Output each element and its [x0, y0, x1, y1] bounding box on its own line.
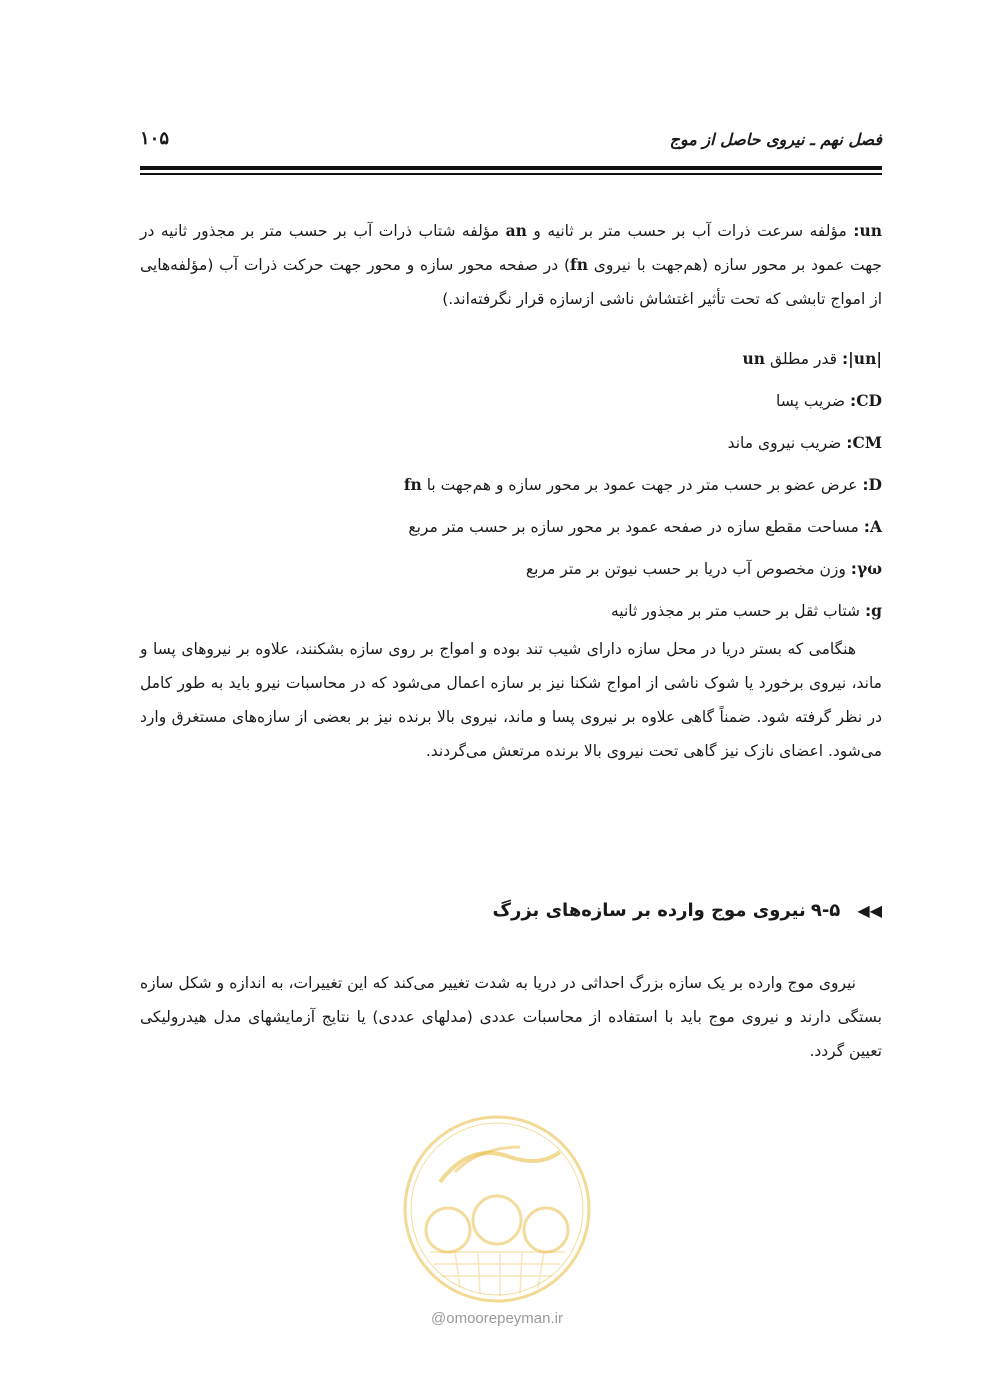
definition-item: g: شتاب ثقل بر حسب متر بر مجذور ثانیه: [611, 601, 882, 620]
definition-item: A: مساحت مقطع سازه در صفحه عمود بر محور سازه بر حسب متر مربع: [408, 517, 882, 536]
definition-item: |un|: قدر مطلق un: [742, 349, 882, 368]
watermark-site: @omoorepeyman.ir: [431, 1310, 563, 1327]
page-number: ۱۰۵: [140, 128, 170, 149]
definition-item: CM: ضریب نیروی ماند: [727, 433, 882, 452]
term-an: an: [505, 221, 527, 240]
definition-intro: un: مؤلفه سرعت ذرات آب بر حسب متر بر ثانیه و an مؤلفه شتاب ذرات آب بر حسب متر بر مجذور ثانیه در جهت عمود بر محور سازه (هم‌جهت با نیروی fn) در صفحه محور سازه و محور جهت حرکت ذرات آب (مؤلفه‌هایی از امواج تابشی که تحت تأثیر اغتشاش ناشی ازسازه قرار نگرفته‌اند.): [140, 221, 882, 308]
section-heading: [140, 900, 882, 940]
definition-item: D: عرض عضو بر حسب متر در جهت عمود بر محور سازه و هم‌جهت با fn: [403, 475, 882, 494]
definition-text-a: مؤلفه سرعت ذرات آب بر حسب متر بر ثانیه و: [533, 222, 847, 240]
definition-item: γω: وزن مخصوص آب دریا بر حسب نیوتن بر متر مربع: [525, 559, 882, 578]
term-fn: fn: [570, 255, 588, 274]
double-arrow-icon: ◀◀: [857, 901, 882, 920]
definition-text-c: ) در صفحه محور سازه و محور جهت حرکت ذرات آب (مؤلفه‌هایی از امواج تابشی که تحت تأثیر اغتشاش ناشی ازسازه قرار نگرفته‌اند.): [140, 256, 882, 308]
header-rule-thin: [140, 173, 882, 175]
header-rule-thick: [140, 166, 882, 170]
section-title: نیروی موج وارده بر سازه‌های بزرگ: [492, 900, 806, 921]
definition-list: [140, 342, 882, 636]
page-header: [140, 126, 882, 158]
watermark-logo-icon: [400, 1112, 594, 1306]
term-un: un: [859, 221, 882, 240]
body-paragraph-2: نیروی موج وارده بر یک سازه بزرگ احداثی در دریا به شدت تغییر می‌کند که این تغییرات، به اندازه و شکل سازه بستگی دارند و نیروی موج باید با استفاده از محاسبات عددی (مدلهای عددی) یا نتایج آزمایشهای مدل هیدرولیکی تعیین گردد.: [140, 974, 882, 1060]
definition-text-b: مؤلفه شتاب ذرات آب بر حسب متر بر مجذور ثانیه در جهت عمود بر محور سازه (هم‌جهت با نیروی: [140, 222, 882, 274]
section-number: ۹-۵: [810, 900, 841, 921]
definition-item: CD: ضریب پسا: [776, 391, 882, 410]
body-paragraph-1: هنگامی که بستر دریا در محل سازه دارای شیب تند بوده و امواج بر روی سازه بشکنند، علاوه بر نیروهای پسا و ماند، نیروی برخورد یا شوک ناشی از امواج شکنا نیز بر سازه اعمال می‌شود که در محاسبات نیرو باید به طور کامل در نظر گرفته شود. ضمناً گاهی علاوه بر نیروی پسا و ماند، نیروی بالا برنده نیز بر بعضی از سازه‌های مستغرق وارد می‌شود. اعضای نازک نیز گاهی تحت نیروی بالا برنده مرتعش می‌گردند.: [140, 640, 882, 760]
chapter-title: فصل نهم ـ نیروی حاصل از موج: [669, 130, 882, 149]
